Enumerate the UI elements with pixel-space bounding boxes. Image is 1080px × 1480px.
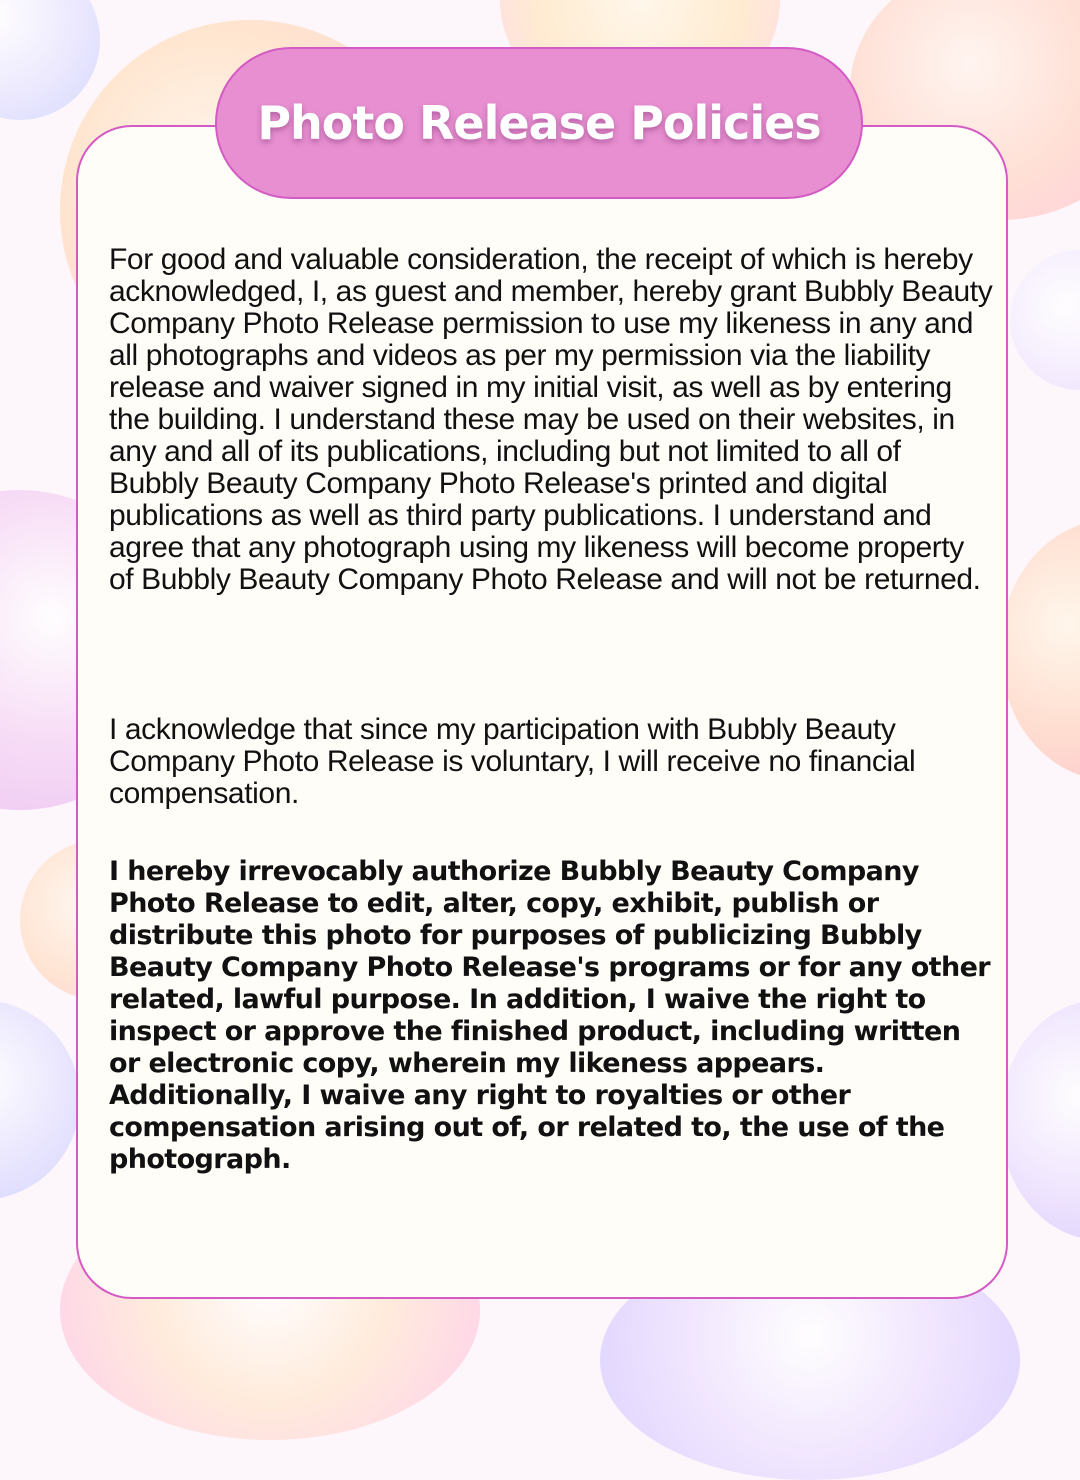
decorative-bubble — [1000, 1000, 1080, 1240]
policy-paragraph-consent: For good and valuable consideration, the receipt of which is hereby acknowledged, I, as guest and member, hereby grant Bubbly Beauty Company Photo Release permission to use my likeness in any and all photographs and videos as per my permission via the liability release and waiver signed in my initial visit, as well as by entering the building. I understand these may be used on their websites, in any and all of its publications, including but not limited to all of Bubbly Beauty Company Photo Release's printed and digital publications as well as third party publications. I understand and agree that any photograph using my likeness will become property of Bubbly Beauty Company Photo Release and will not be returned. — [109, 243, 993, 596]
decorative-bubble — [1000, 520, 1080, 780]
decorative-bubble — [0, 0, 100, 120]
page-title: Photo Release Policies — [257, 96, 821, 150]
title-banner — [215, 47, 863, 199]
policy-paragraph-compensation: I acknowledge that since my participation with Bubbly Beauty Company Photo Release is voluntary, I will receive no financial compensation. — [109, 713, 916, 810]
policy-paragraph-authorization: I hereby irrevocably authorize Bubbly Beauty Company Photo Release to edit, alter, copy, exhibit, publish or distribute this photo for purposes of publicizing Bubbly Beauty Company Photo Release's programs or for any other related, lawful purpose. In addition, I waive the right to inspect or approve the finished product, including written or electronic copy, wherein my likeness appears. Additionally, I waive any right to royalties or other compensation arising out of, or related to, the use of the photograph. — [109, 856, 991, 1175]
decorative-bubble — [0, 1000, 80, 1200]
decorative-bubble — [1010, 250, 1080, 390]
